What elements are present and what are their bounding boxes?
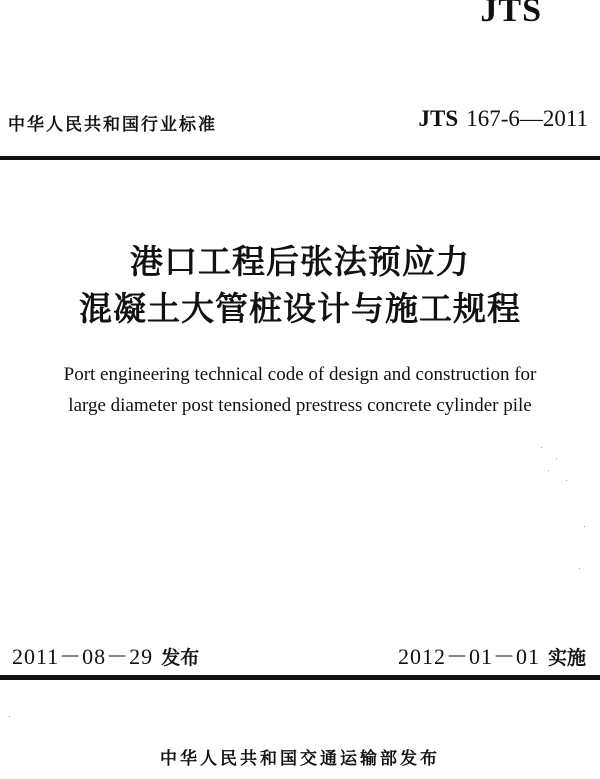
standard-code-prefix: JTS [418,106,459,131]
implementation-label: 实施 [547,647,586,669]
title-cn-line2: 混凝土大管桩设计与施工规程 [79,289,521,328]
issue-label: 发布 [161,647,200,669]
scan-speck [541,447,542,448]
standard-code [419,106,588,132]
title-en-line1: Port engineering technical code of design and construction for [63,364,537,385]
jts-logo: JTS [480,0,542,29]
implementation-date-block [398,640,586,671]
standard-category: 中华人民共和国行业标准 [8,115,217,135]
title-cn-line1: 港口工程后张法预应力 [130,242,470,281]
implementation-date: 2012－01－01 [397,644,540,669]
standard-code-number: 167-6—2011 [466,106,588,131]
issue-date: 2011－08－29 [12,644,154,669]
footer-divider [0,675,600,680]
scan-speck [548,470,549,471]
issue-date-block [12,640,199,671]
scan-speck [556,458,557,459]
publisher: 中华人民共和国交通运输部发布 [160,749,440,769]
scan-speck [584,526,585,527]
scan-speck [579,568,580,569]
scan-speck [566,480,567,481]
header-divider [0,156,600,160]
title-en-line2: large diameter post tensioned prestress concrete cylinder pile [68,395,532,416]
scan-speck [9,716,10,717]
